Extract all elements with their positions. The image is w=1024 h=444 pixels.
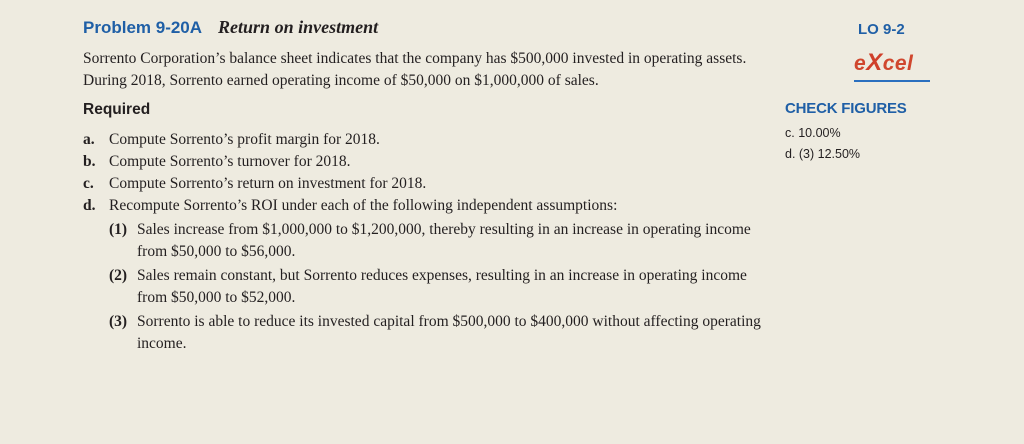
excel-logo-e: e (854, 52, 867, 75)
excel-logo (854, 50, 932, 84)
excel-logo-x: X (866, 49, 883, 76)
requirement-text: Compute Sorrento’s return on investment for 2018. (109, 175, 427, 192)
problem-number: Problem 9-20A (83, 18, 203, 37)
assumption-number: (2) (109, 267, 128, 284)
assumption-list (109, 219, 783, 355)
requirement-letter: c. (83, 175, 94, 192)
problem-title: Return on investment (218, 17, 379, 37)
excel-logo-underline (854, 80, 930, 82)
requirement-a (83, 129, 783, 151)
excel-logo-cel: cel (882, 52, 914, 75)
problem-header (83, 17, 378, 41)
learning-objective-label: LO 9-2 (858, 21, 905, 38)
check-figure-item: c. 10.00% (785, 126, 841, 140)
requirement-b (83, 151, 783, 173)
assumption-2 (109, 265, 765, 309)
requirement-c (83, 173, 783, 195)
requirement-letter: b. (83, 153, 96, 170)
requirement-text: Compute Sorrento’s turnover for 2018. (109, 153, 351, 170)
required-heading: Required (83, 101, 151, 118)
requirements-list (83, 129, 783, 357)
assumption-3 (109, 311, 765, 355)
check-figure-item: d. (3) 12.50% (785, 147, 861, 161)
check-figures-list (785, 123, 860, 165)
requirement-d (83, 195, 783, 355)
check-figures-heading: CHECK FIGURES (785, 100, 907, 117)
assumption-number: (3) (109, 313, 128, 330)
requirement-text: Recompute Sorrento’s ROI under each of the following independent assumptions: (109, 197, 618, 214)
assumption-text: Sales remain constant, but Sorrento reduces expenses, resulting in an increase in operating income from $50,000 to $52,000. (137, 267, 747, 306)
requirement-letter: d. (83, 197, 96, 214)
assumption-1 (109, 219, 765, 263)
assumption-text: Sales increase from $1,000,000 to $1,200,000, thereby resulting in an increase in operating income from $50,000 to $56,000. (137, 221, 751, 260)
requirement-text: Compute Sorrento’s profit margin for 2018. (109, 131, 380, 148)
problem-intro: Sorrento Corporation’s balance sheet indicates that the company has $500,000 invested in operating assets. During 2018, Sorrento earned operating income of $50,000 on $1,000,000 of sales. (83, 50, 747, 89)
assumption-text: Sorrento is able to reduce its invested capital from $500,000 to $400,000 without affecting operating income. (137, 313, 761, 352)
assumption-number: (1) (109, 221, 128, 238)
requirement-letter: a. (83, 131, 95, 148)
